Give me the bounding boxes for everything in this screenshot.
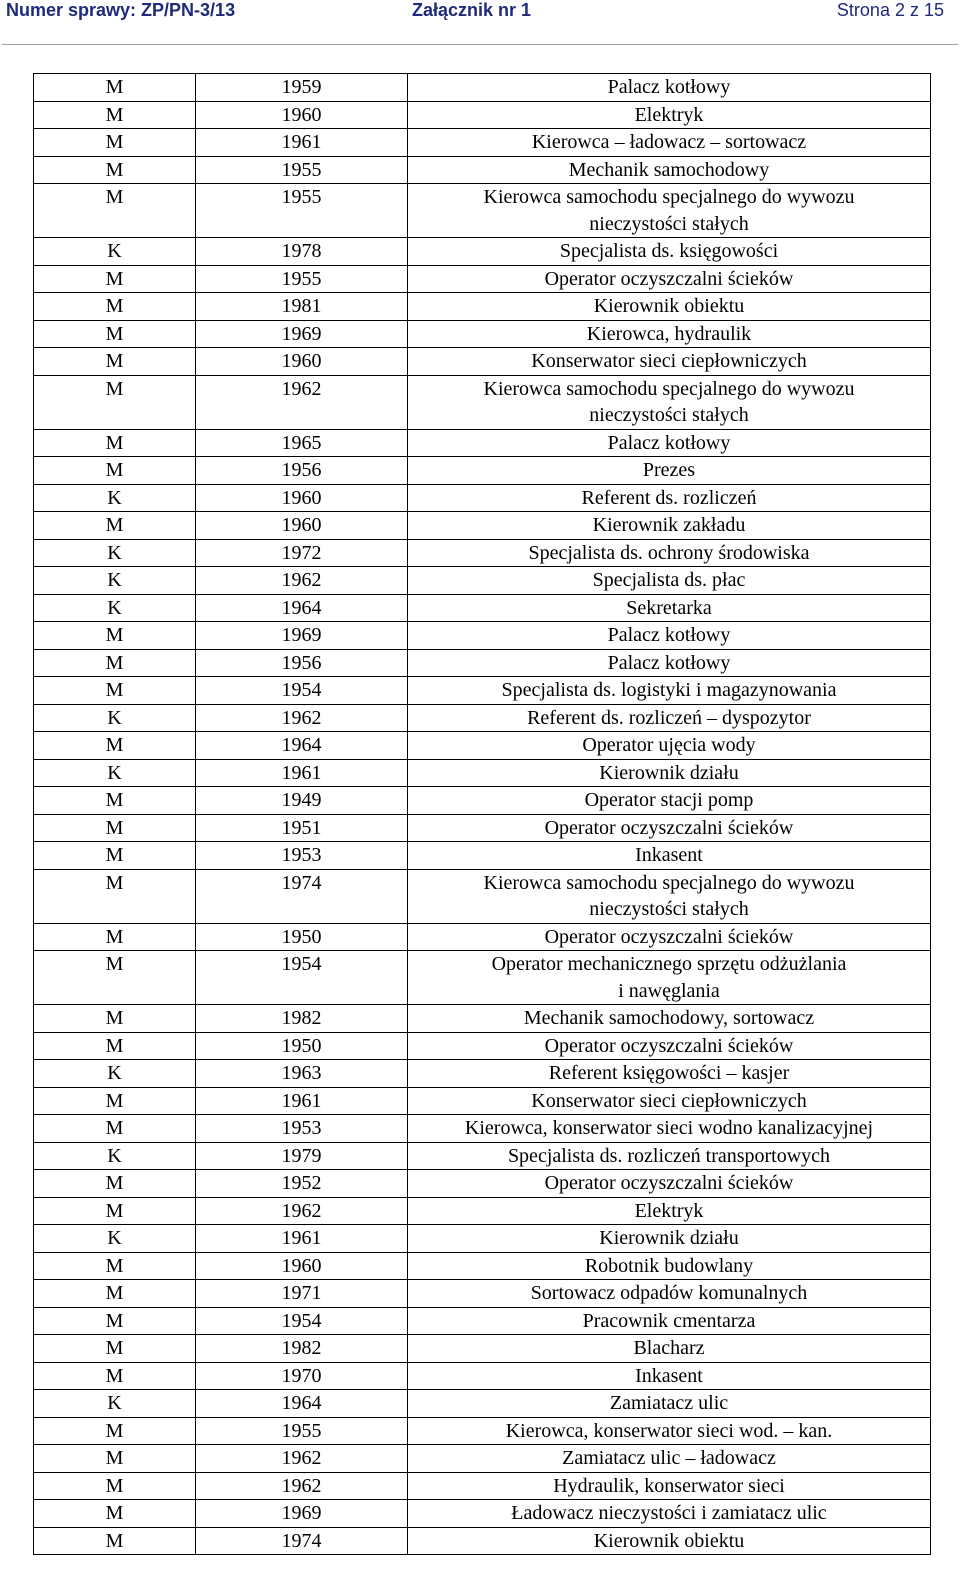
sex-cell: M: [34, 1252, 196, 1280]
birth-year-cell: 1962: [196, 375, 408, 429]
birth-year-cell: 1951: [196, 814, 408, 842]
sex-cell: M: [34, 923, 196, 951]
position-cell: Operator oczyszczalni ścieków: [408, 814, 931, 842]
position-cell: Palacz kotłowy: [408, 429, 931, 457]
birth-year-cell: 1954: [196, 1307, 408, 1335]
sex-cell: M: [34, 814, 196, 842]
position-cell: Kierowca samochodu specjalnego do wywozu nieczystości stałych: [408, 869, 931, 923]
sex-cell: M: [34, 842, 196, 870]
table-row: [34, 1115, 931, 1143]
sex-cell: M: [34, 101, 196, 129]
birth-year-cell: 1963: [196, 1060, 408, 1088]
table-row: [34, 156, 931, 184]
table-row: [34, 1060, 931, 1088]
position-cell: Kierowca samochodu specjalnego do wywozu nieczystości stałych: [408, 375, 931, 429]
table-row: [34, 787, 931, 815]
table-row: [34, 759, 931, 787]
position-cell: Mechanik samochodowy, sortowacz: [408, 1005, 931, 1033]
sex-cell: K: [34, 567, 196, 595]
sex-cell: M: [34, 1197, 196, 1225]
sex-cell: M: [34, 375, 196, 429]
sex-cell: K: [34, 238, 196, 266]
position-cell: Operator mechanicznego sprzętu odżużlania i nawęglania: [408, 951, 931, 1005]
position-cell: Konserwator sieci ciepłowniczych: [408, 348, 931, 376]
sex-cell: M: [34, 348, 196, 376]
position-cell: Inkasent: [408, 842, 931, 870]
position-cell: Kierowca, konserwator sieci wodno kanalizacyjnej: [408, 1115, 931, 1143]
birth-year-cell: 1954: [196, 677, 408, 705]
sex-cell: M: [34, 732, 196, 760]
table-row: [34, 1307, 931, 1335]
birth-year-cell: 1950: [196, 923, 408, 951]
birth-year-cell: 1956: [196, 457, 408, 485]
sex-cell: M: [34, 869, 196, 923]
table-row: [34, 1417, 931, 1445]
table-row: [34, 512, 931, 540]
sex-cell: K: [34, 1060, 196, 1088]
sex-cell: K: [34, 759, 196, 787]
birth-year-cell: 1950: [196, 1032, 408, 1060]
page-number: Strona 2 z 15: [836, 0, 944, 20]
sex-cell: K: [34, 704, 196, 732]
sex-cell: M: [34, 1170, 196, 1198]
sex-cell: M: [34, 429, 196, 457]
position-cell: Sortowacz odpadów komunalnych: [408, 1280, 931, 1308]
birth-year-cell: 1959: [196, 74, 408, 102]
position-cell: Kierownik obiektu: [408, 1527, 931, 1555]
table-row: [34, 1170, 931, 1198]
table-row: [34, 704, 931, 732]
position-cell: Operator stacji pomp: [408, 787, 931, 815]
table-row: [34, 1032, 931, 1060]
header-divider: [2, 44, 958, 45]
position-cell: Referent księgowości – kasjer: [408, 1060, 931, 1088]
table-row: [34, 1472, 931, 1500]
birth-year-cell: 1960: [196, 1252, 408, 1280]
position-cell: Kierowca – ładowacz – sortowacz: [408, 129, 931, 157]
birth-year-cell: 1960: [196, 101, 408, 129]
position-cell: Blacharz: [408, 1335, 931, 1363]
position-cell: Kierownik obiektu: [408, 293, 931, 321]
position-cell: Specjalista ds. logistyki i magazynowania: [408, 677, 931, 705]
employee-table: [33, 73, 931, 1555]
birth-year-cell: 1970: [196, 1362, 408, 1390]
sex-cell: M: [34, 512, 196, 540]
table-row: [34, 429, 931, 457]
position-cell: Kierownik działu: [408, 759, 931, 787]
table-row: [34, 129, 931, 157]
sex-cell: M: [34, 156, 196, 184]
birth-year-cell: 1982: [196, 1335, 408, 1363]
table-row: [34, 869, 931, 923]
birth-year-cell: 1964: [196, 594, 408, 622]
sex-cell: M: [34, 951, 196, 1005]
position-cell: Elektryk: [408, 1197, 931, 1225]
birth-year-cell: 1952: [196, 1170, 408, 1198]
sex-cell: M: [34, 1527, 196, 1555]
birth-year-cell: 1969: [196, 320, 408, 348]
birth-year-cell: 1971: [196, 1280, 408, 1308]
sex-cell: M: [34, 320, 196, 348]
position-cell: Palacz kotłowy: [408, 649, 931, 677]
birth-year-cell: 1961: [196, 129, 408, 157]
table-row: [34, 732, 931, 760]
birth-year-cell: 1969: [196, 622, 408, 650]
sex-cell: M: [34, 293, 196, 321]
birth-year-cell: 1956: [196, 649, 408, 677]
position-cell: Zamiatacz ulic: [408, 1390, 931, 1418]
sex-cell: M: [34, 677, 196, 705]
sex-cell: M: [34, 1362, 196, 1390]
position-cell: Palacz kotłowy: [408, 74, 931, 102]
attachment-label: Załącznik nr 1: [412, 0, 532, 20]
birth-year-cell: 1978: [196, 238, 408, 266]
position-cell: Inkasent: [408, 1362, 931, 1390]
table-row: [34, 1225, 931, 1253]
sex-cell: K: [34, 1142, 196, 1170]
birth-year-cell: 1955: [196, 184, 408, 238]
birth-year-cell: 1974: [196, 1527, 408, 1555]
birth-year-cell: 1974: [196, 869, 408, 923]
position-cell: Kierownik działu: [408, 1225, 931, 1253]
position-cell: Specjalista ds. księgowości: [408, 238, 931, 266]
table-row: [34, 184, 931, 238]
birth-year-cell: 1961: [196, 1225, 408, 1253]
position-cell: Operator oczyszczalni ścieków: [408, 1032, 931, 1060]
table-row: [34, 842, 931, 870]
table-row: [34, 348, 931, 376]
sex-cell: K: [34, 1390, 196, 1418]
birth-year-cell: 1955: [196, 156, 408, 184]
birth-year-cell: 1962: [196, 1197, 408, 1225]
table-row: [34, 1087, 931, 1115]
table-row: [34, 101, 931, 129]
sex-cell: M: [34, 1472, 196, 1500]
position-cell: Robotnik budowlany: [408, 1252, 931, 1280]
position-cell: Kierowca samochodu specjalnego do wywozu nieczystości stałych: [408, 184, 931, 238]
birth-year-cell: 1969: [196, 1500, 408, 1528]
birth-year-cell: 1960: [196, 348, 408, 376]
birth-year-cell: 1953: [196, 1115, 408, 1143]
sex-cell: M: [34, 1500, 196, 1528]
sex-cell: K: [34, 594, 196, 622]
sex-cell: M: [34, 1417, 196, 1445]
sex-cell: M: [34, 1115, 196, 1143]
sex-cell: M: [34, 1280, 196, 1308]
birth-year-cell: 1955: [196, 1417, 408, 1445]
table-row: [34, 1445, 931, 1473]
sex-cell: M: [34, 1032, 196, 1060]
table-row: [34, 484, 931, 512]
birth-year-cell: 1961: [196, 759, 408, 787]
sex-cell: M: [34, 1005, 196, 1033]
table-row: [34, 238, 931, 266]
sex-cell: M: [34, 265, 196, 293]
position-cell: Sekretarka: [408, 594, 931, 622]
birth-year-cell: 1961: [196, 1087, 408, 1115]
sex-cell: M: [34, 1087, 196, 1115]
position-cell: Referent ds. rozliczeń: [408, 484, 931, 512]
table-row: [34, 1280, 931, 1308]
position-cell: Kierownik zakładu: [408, 512, 931, 540]
sex-cell: K: [34, 484, 196, 512]
position-cell: Operator oczyszczalni ścieków: [408, 1170, 931, 1198]
table-row: [34, 622, 931, 650]
table-row: [34, 320, 931, 348]
birth-year-cell: 1964: [196, 732, 408, 760]
table-row: [34, 814, 931, 842]
sex-cell: M: [34, 129, 196, 157]
birth-year-cell: 1962: [196, 704, 408, 732]
table-row: [34, 74, 931, 102]
table-row: [34, 1390, 931, 1418]
birth-year-cell: 1981: [196, 293, 408, 321]
sex-cell: M: [34, 1335, 196, 1363]
birth-year-cell: 1965: [196, 429, 408, 457]
sex-cell: M: [34, 184, 196, 238]
birth-year-cell: 1972: [196, 539, 408, 567]
table-row: [34, 1197, 931, 1225]
table-row: [34, 951, 931, 1005]
position-cell: Elektryk: [408, 101, 931, 129]
table-row: [34, 677, 931, 705]
position-cell: Palacz kotłowy: [408, 622, 931, 650]
table-row: [34, 375, 931, 429]
table-row: [34, 1527, 931, 1555]
table-row: [34, 1500, 931, 1528]
sex-cell: M: [34, 787, 196, 815]
position-cell: Kierowca, konserwator sieci wod. – kan.: [408, 1417, 931, 1445]
employee-table-body: [34, 74, 931, 1555]
sex-cell: K: [34, 1225, 196, 1253]
position-cell: Operator oczyszczalni ścieków: [408, 265, 931, 293]
birth-year-cell: 1953: [196, 842, 408, 870]
sex-cell: M: [34, 457, 196, 485]
position-cell: Mechanik samochodowy: [408, 156, 931, 184]
table-row: [34, 567, 931, 595]
birth-year-cell: 1960: [196, 512, 408, 540]
position-cell: Zamiatacz ulic – ładowacz: [408, 1445, 931, 1473]
table-row: [34, 1335, 931, 1363]
birth-year-cell: 1955: [196, 265, 408, 293]
position-cell: Specjalista ds. rozliczeń transportowych: [408, 1142, 931, 1170]
position-cell: Konserwator sieci ciepłowniczych: [408, 1087, 931, 1115]
position-cell: Ładowacz nieczystości i zamiatacz ulic: [408, 1500, 931, 1528]
sex-cell: M: [34, 1445, 196, 1473]
page-header: [0, 0, 960, 44]
sex-cell: K: [34, 539, 196, 567]
sex-cell: M: [34, 649, 196, 677]
birth-year-cell: 1982: [196, 1005, 408, 1033]
table-row: [34, 457, 931, 485]
table-row: [34, 1252, 931, 1280]
birth-year-cell: 1949: [196, 787, 408, 815]
table-row: [34, 1142, 931, 1170]
table-row: [34, 1362, 931, 1390]
birth-year-cell: 1962: [196, 1445, 408, 1473]
position-cell: Prezes: [408, 457, 931, 485]
table-row: [34, 539, 931, 567]
birth-year-cell: 1962: [196, 567, 408, 595]
sex-cell: M: [34, 622, 196, 650]
position-cell: Operator oczyszczalni ścieków: [408, 923, 931, 951]
position-cell: Referent ds. rozliczeń – dyspozytor: [408, 704, 931, 732]
table-row: [34, 923, 931, 951]
table-row: [34, 293, 931, 321]
table-row: [34, 265, 931, 293]
birth-year-cell: 1960: [196, 484, 408, 512]
case-number: Numer sprawy: ZP/PN-3/13: [6, 0, 236, 20]
table-row: [34, 649, 931, 677]
birth-year-cell: 1979: [196, 1142, 408, 1170]
sex-cell: M: [34, 74, 196, 102]
table-row: [34, 1005, 931, 1033]
position-cell: Hydraulik, konserwator sieci: [408, 1472, 931, 1500]
position-cell: Kierowca, hydraulik: [408, 320, 931, 348]
birth-year-cell: 1962: [196, 1472, 408, 1500]
table-row: [34, 594, 931, 622]
position-cell: Operator ujęcia wody: [408, 732, 931, 760]
position-cell: Specjalista ds. ochrony środowiska: [408, 539, 931, 567]
birth-year-cell: 1954: [196, 951, 408, 1005]
birth-year-cell: 1964: [196, 1390, 408, 1418]
position-cell: Pracownik cmentarza: [408, 1307, 931, 1335]
sex-cell: M: [34, 1307, 196, 1335]
position-cell: Specjalista ds. płac: [408, 567, 931, 595]
